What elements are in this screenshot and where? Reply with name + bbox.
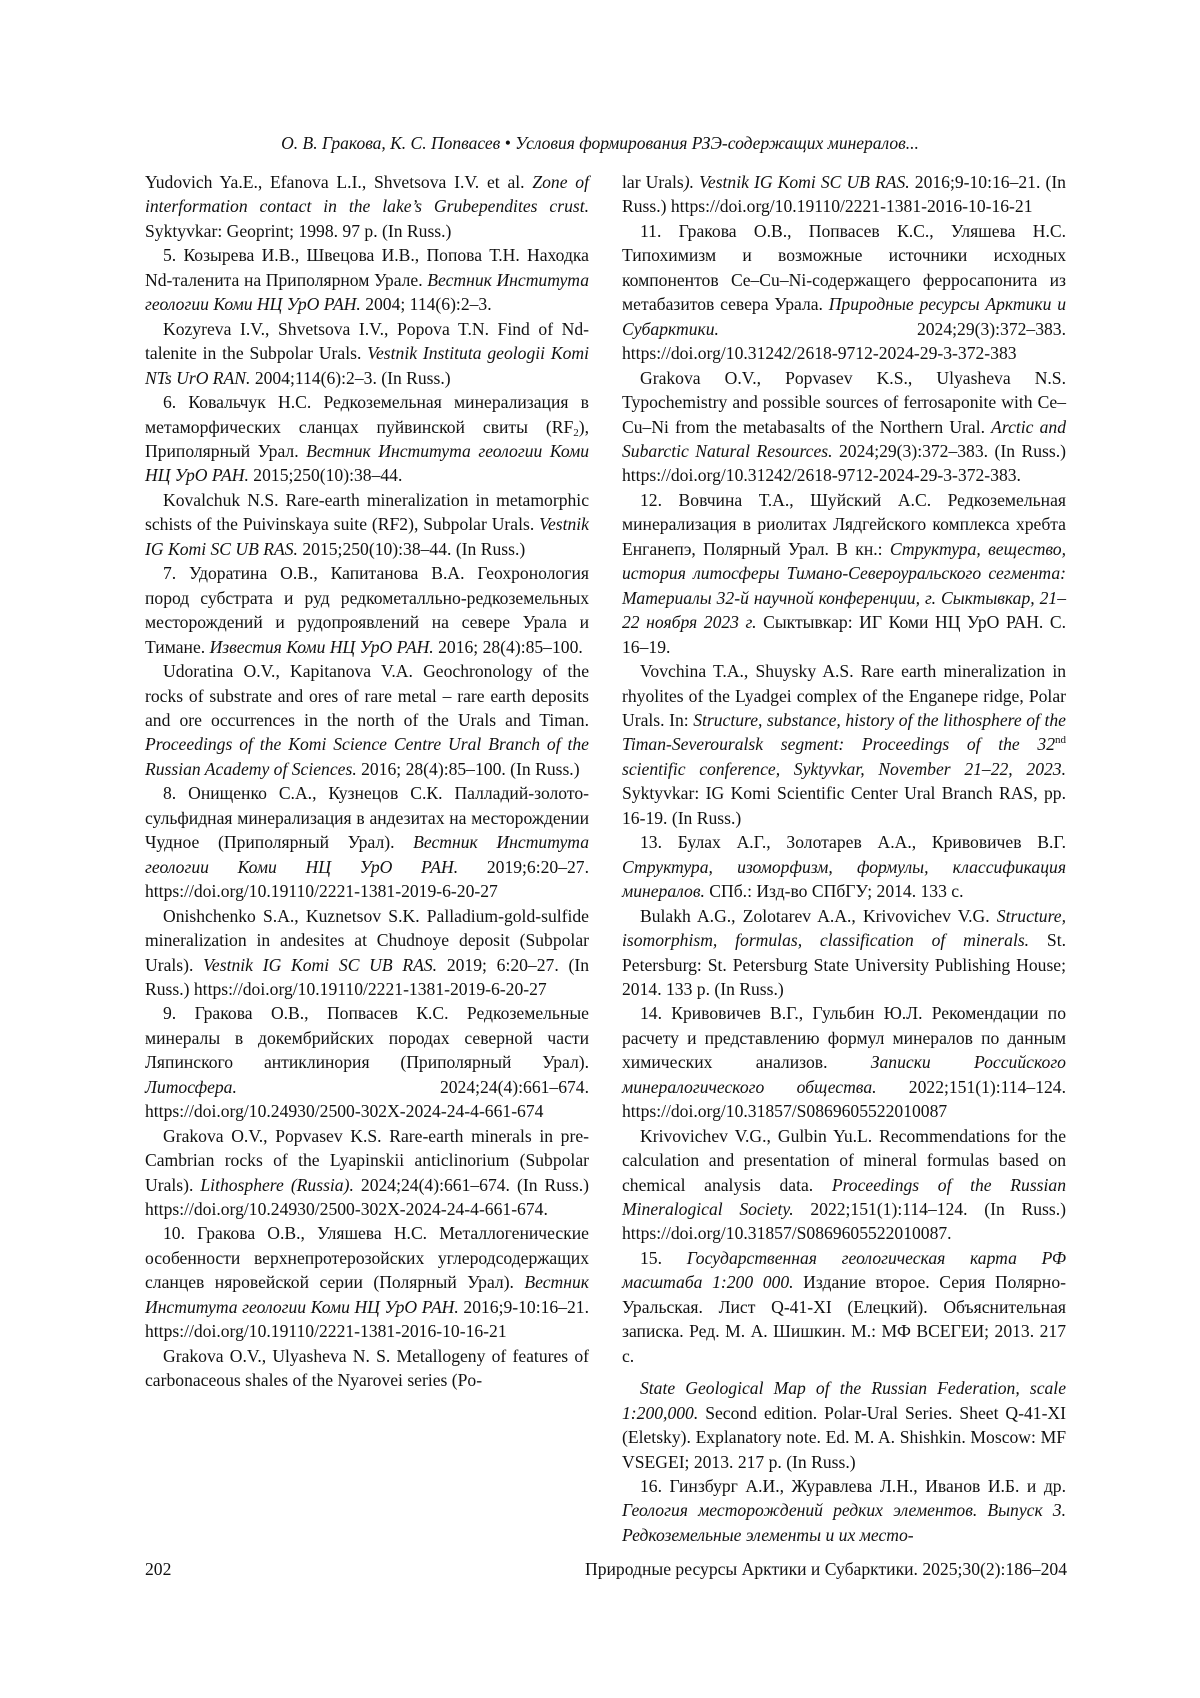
reference-text: Издание второе. Серия Полярно-Уральская. Лист Q-41-XI (Елецкий). Объяснительная записка. Ред. М. А. Шишкин. М.: МФ ВСЕГЕИ; 2013. 217 с. [622, 1272, 1066, 1366]
reference-text: Onishchenko S.A., Kuznetsov S.K. Palladium-gold-sulfide mineralization in andesites at Chudnoye deposit (Subpolar Urals). [145, 905, 589, 975]
reference-text: Second edition. Polar-Ural Series. Sheet Q-41-XI (Eletsky). Explanatory note. Ed. M. A. Shishkin. Moscow: MF VSEGEI; 2013. 217 p. (In Russ.) [622, 1402, 1066, 1472]
reference-text: 2024;29(3):372–383. https://doi.org/10.31242/2618-9712-2024-29-3-372-383 [622, 318, 1066, 364]
reference-text: Krivovichev V.G., Gulbin Yu.L. Recommendations for the calculation and presentation of mineral formulas based on chemical analysis data. [622, 1125, 1066, 1195]
reference-entry [622, 1001, 1066, 1123]
reference-title: Структура, вещество, история литосферы Тимано-Североуральского сегмента: Материалы 32-й научной конференции, г. Сыктывкар, 21–22 ноября 2023 г. [622, 538, 1067, 633]
reference-title: Геология месторождений редких элементов. Выпуск 3. Редкоземельные элементы и их место- [622, 1500, 1066, 1545]
reference-text: 2024;24(4):661–674. https://doi.org/10.24930/2500-302X-2024-24-4-661-674 [145, 1076, 589, 1122]
reference-entry [622, 904, 1066, 1002]
reference-text: 6. Ковальчук Н.С. Редкоземельная минерализация в метаморфических сланцах пуйвинской свиты (RF [145, 392, 589, 437]
reference-entry [145, 904, 589, 1002]
reference-text: 2022;151(1):114–124. (In Russ.) https://doi.org/10.31857/S0869605522010087. [622, 1199, 1067, 1244]
reference-entry [145, 1001, 589, 1123]
reference-text: 2015;250(10):38–44. (In Russ.) [297, 538, 526, 559]
reference-text: Vovchina T.A., Shuysky A.S. Rare earth mineralization in rhyolites of the Lyadgei complex of the Enganepe ridge, Polar Urals. In: [622, 661, 1066, 730]
reference-text: СПб.: Изд-во СПбГУ; 2014. 133 с. [704, 881, 964, 902]
reference-title: Proceedings of the Russian Mineralogical Society. [622, 1174, 1066, 1220]
reference-title: scientific conference, Syktyvkar, November 21–22, 2023. [622, 758, 1066, 779]
reference-title: Литосфера. [145, 1076, 237, 1097]
reference-entry [145, 390, 589, 488]
journal-citation: Природные ресурсы Арктики и Субарктики. 2025;30(2):186–204 [585, 1559, 1067, 1579]
reference-entry [145, 1221, 589, 1343]
reference-text: 2022;151(1):114–124. https://doi.org/10.31857/S0869605522010087 [622, 1076, 1066, 1122]
reference-title: State Geological Map of the Russian Federation, scale 1:200,000. [622, 1378, 1066, 1423]
reference-text: Grakova O.V., Ulyasheva N. S. Metallogeny of features of carbonaceous shales of the Nyarovei series (Po- [145, 1345, 589, 1391]
reference-title: Vestnik IG Komi SC UB RAS. [145, 514, 589, 559]
reference-title: Zone of interformation contact in the lake’s Grubependites crust. [145, 172, 589, 217]
reference-entry [622, 1376, 1066, 1474]
reference-text: Syktyvkar: IG Komi Scientific Center Ural Branch RAS, pp. 16-19. (In Russ.) [622, 783, 1066, 828]
reference-text: 11. Гракова О.В., Попвасев К.С., Уляшева Н.С. Типохимизм и возможные источники исходных компонентов Ce–Cu–Ni-содержащего ферросапонита из метабазитов севера Урала. [622, 220, 1066, 315]
reference-title: ). Vestnik IG Komi SC UB RAS. [683, 172, 910, 192]
reference-text: Grakova O.V., Popvasev K.S. Rare-earth minerals in pre-Cambrian rocks of the Lyapinskii anticlinorium (Subpolar Urals). [145, 1125, 589, 1195]
reference-title: Structure, substance, history of the lithosphere of the Timan-Severouralsk segment: Proceedings of the 32 [622, 709, 1066, 755]
reference-entry [622, 830, 1066, 903]
reference-text: Bulakh A.G., Zolotarev A.A., Krivovichev V.G. [640, 905, 997, 926]
reference-title: Вестник Института геологии Коми НЦ УрО РАН. [145, 832, 589, 877]
reference-title: Vestnik IG Komi SC UB RAS. [203, 954, 438, 975]
reference-text: 2016; 28(4):85–100. (In Russ.) [356, 758, 580, 779]
reference-text: 16. Гинзбург А.И., Журавлева Л.Н., Иванов И.Б. и др. [640, 1476, 1066, 1497]
reference-entry [622, 1124, 1066, 1246]
reference-text: ), Приполярный Урал. [145, 416, 589, 461]
running-header: О. В. Гракова, К. С. Попвасев • Условия формирования РЗЭ-содержащих минералов... [281, 133, 919, 153]
reference-title: Вестник Института геологии Коми НЦ УрО РАН. [145, 440, 589, 486]
reference-text: 15. [640, 1247, 687, 1268]
reference-title: Lithosphere (Russia). [200, 1174, 354, 1195]
reference-text: Yudovich Ya.E., Efanova L.I., Shvetsova I.V. et al. [145, 172, 533, 192]
reference-text: Grakova O.V., Popvasev K.S., Ulyasheva N.S. Typochemistry and possible sources of ferrosaponite with Ce–Cu–Ni from the metabasalts of the Northern Ural. [622, 367, 1066, 437]
reference-title: Структура, изоморфизм, формулы, классификация минералов. [622, 856, 1066, 902]
reference-text: 9. Гракова О.В., Попвасев К.С. Редкоземельные минералы в докембрийских породах северной части Ляпинского антиклинория (Приполярный Урал). [145, 1003, 589, 1073]
reference-title: Известия Коми НЦ УрО РАН. [209, 636, 434, 657]
reference-title: Природные ресурсы Арктики и Субарктики. [622, 294, 1066, 339]
reference-text: 7. Удоратина О.В., Капитанова В.А. Геохронология пород субстрата и руд редкометалльно-редкоземельных месторождений и рудопроявлений на севере Урала и Тимане. [145, 563, 589, 657]
reference-text: 12. Вовчина Т.А., Шуйский А.С. Редкоземельная минерализация в риолитах Лядгейского комплекса хребта Енганепэ, Полярный Урал. В кн.: [622, 489, 1066, 559]
reference-text: 2015;250(10):38–44. [248, 465, 403, 486]
reference-entry [145, 243, 589, 316]
reference-text: 2019;6:20–27. https://doi.org/10.19110/2221-1381-2019-6-20-27 [145, 856, 589, 902]
reference-text: Udoratina O.V., Kapitanova V.A. Geochronology of the rocks of substrate and ores of rare metal – rare earth deposits and ore occurrences in the north of the Urals and Timan. [145, 661, 589, 730]
reference-text: nd [1055, 734, 1066, 747]
reference-text: 5. Козырева И.В., Швецова И.В., Попова Т.Н. Находка Nd-таленита на Приполярном Урале. [145, 245, 589, 290]
reference-text: St. Petersburg: St. Petersburg State University Publishing House; 2014. 133 p. (In Russ.) [622, 930, 1066, 999]
reference-text: 2016; 28(4):85–100. [433, 636, 583, 657]
reference-title: Vestnik Instituta geologii Komi NTs UrO RAN. [145, 343, 589, 388]
reference-entry [145, 1344, 589, 1393]
reference-title: Structure, isomorphism, formulas, classification of minerals. [622, 905, 1066, 951]
reference-text: Syktyvkar: Geoprint; 1998. 97 p. (In Russ.) [145, 220, 452, 241]
reference-text: 2019; 6:20–27. (In Russ.) https://doi.org/10.19110/2221-1381-2019-6-20-27 [145, 954, 589, 999]
reference-text: 2004; 114(6):2–3. [360, 294, 492, 315]
reference-entry [145, 561, 589, 659]
reference-title: Proceedings of the Komi Science Centre Ural Branch of the Russian Academy of Sciences. [145, 734, 589, 779]
reference-title: Государственная геологическая карта РФ масштаба 1:200 000. [622, 1247, 1067, 1293]
reference-title: Arctic and Subarctic Natural Resources. [622, 416, 1067, 461]
reference-title: Вестник Института геологии Коми НЦ УрО РАН. [145, 1272, 589, 1317]
reference-text: 2016;9-10:16–21. (In Russ.) https://doi.org/10.19110/2221-1381-2016-10-16-21 [622, 172, 1066, 217]
reference-text: lar Urals [622, 172, 684, 192]
reference-text: Сыктывкар: ИГ Коми НЦ УрО РАН. С. 16–19. [622, 612, 1066, 657]
reference-text: 13. Булах А.Г., Золотарев А.А., Кривовичев В.Г. [640, 832, 1066, 853]
reference-entry [145, 317, 589, 390]
reference-text: 2016;9-10:16–21. https://doi.org/10.19110/2221-1381-2016-10-16-21 [145, 1296, 590, 1342]
reference-text: 2 [573, 426, 579, 439]
reference-entry [622, 170, 1066, 219]
reference-entry [622, 659, 1066, 830]
reference-entry [622, 366, 1066, 488]
page-number: 202 [145, 1559, 172, 1579]
reference-entry [145, 659, 589, 781]
reference-text: 2024;29(3):372–383. (In Russ.) https://doi.org/10.31242/2618-9712-2024-29-3-372-383. [622, 440, 1066, 486]
reference-entry [145, 170, 589, 243]
reference-text: 8. Онищенко С.А., Кузнецов С.К. Палладий-золото-сульфидная минерализация в андезитах на месторождении Чудное (Приполярный Урал). [145, 783, 589, 853]
reference-text: 14. Кривовичев В.Г., Гульбин Ю.Л. Рекомендации по расчету и представлению формул минералов по данным химических анализов. [622, 1003, 1066, 1073]
reference-title: Вестник Института геологии Коми НЦ УрО РАН. [145, 269, 590, 315]
reference-text: 2004;114(6):2–3. (In Russ.) [250, 367, 451, 388]
reference-entry [622, 219, 1066, 366]
reference-text: 2024;24(4):661–674. (In Russ.) https://doi.org/10.24930/2500-302X-2024-24-4-661-674. [145, 1174, 589, 1220]
reference-entry [622, 1474, 1066, 1547]
reference-entry [622, 1246, 1066, 1368]
reference-entry [622, 488, 1066, 659]
reference-title: Записки Российского минералогического общества. [622, 1052, 1066, 1097]
references-left-column [145, 170, 589, 1393]
reference-text: Kovalchuk N.S. Rare-earth mineralization in metamorphic schists of the Puivinskaya suite (RF2), Subpolar Urals. [145, 489, 589, 535]
reference-entry [145, 1124, 589, 1222]
reference-text: Kozyreva I.V., Shvetsova I.V., Popova T.N. Find of Nd-talenite in the Subpolar Urals. [145, 318, 589, 364]
reference-entry [145, 488, 589, 561]
reference-entry [145, 781, 589, 903]
reference-text: 10. Гракова О.В., Уляшева Н.С. Металлогенические особенности верхнепротерозойских углеродсодержащих сланцев няровейской серии (Полярный Урал). [145, 1223, 589, 1293]
references-right-column [622, 170, 1066, 1547]
